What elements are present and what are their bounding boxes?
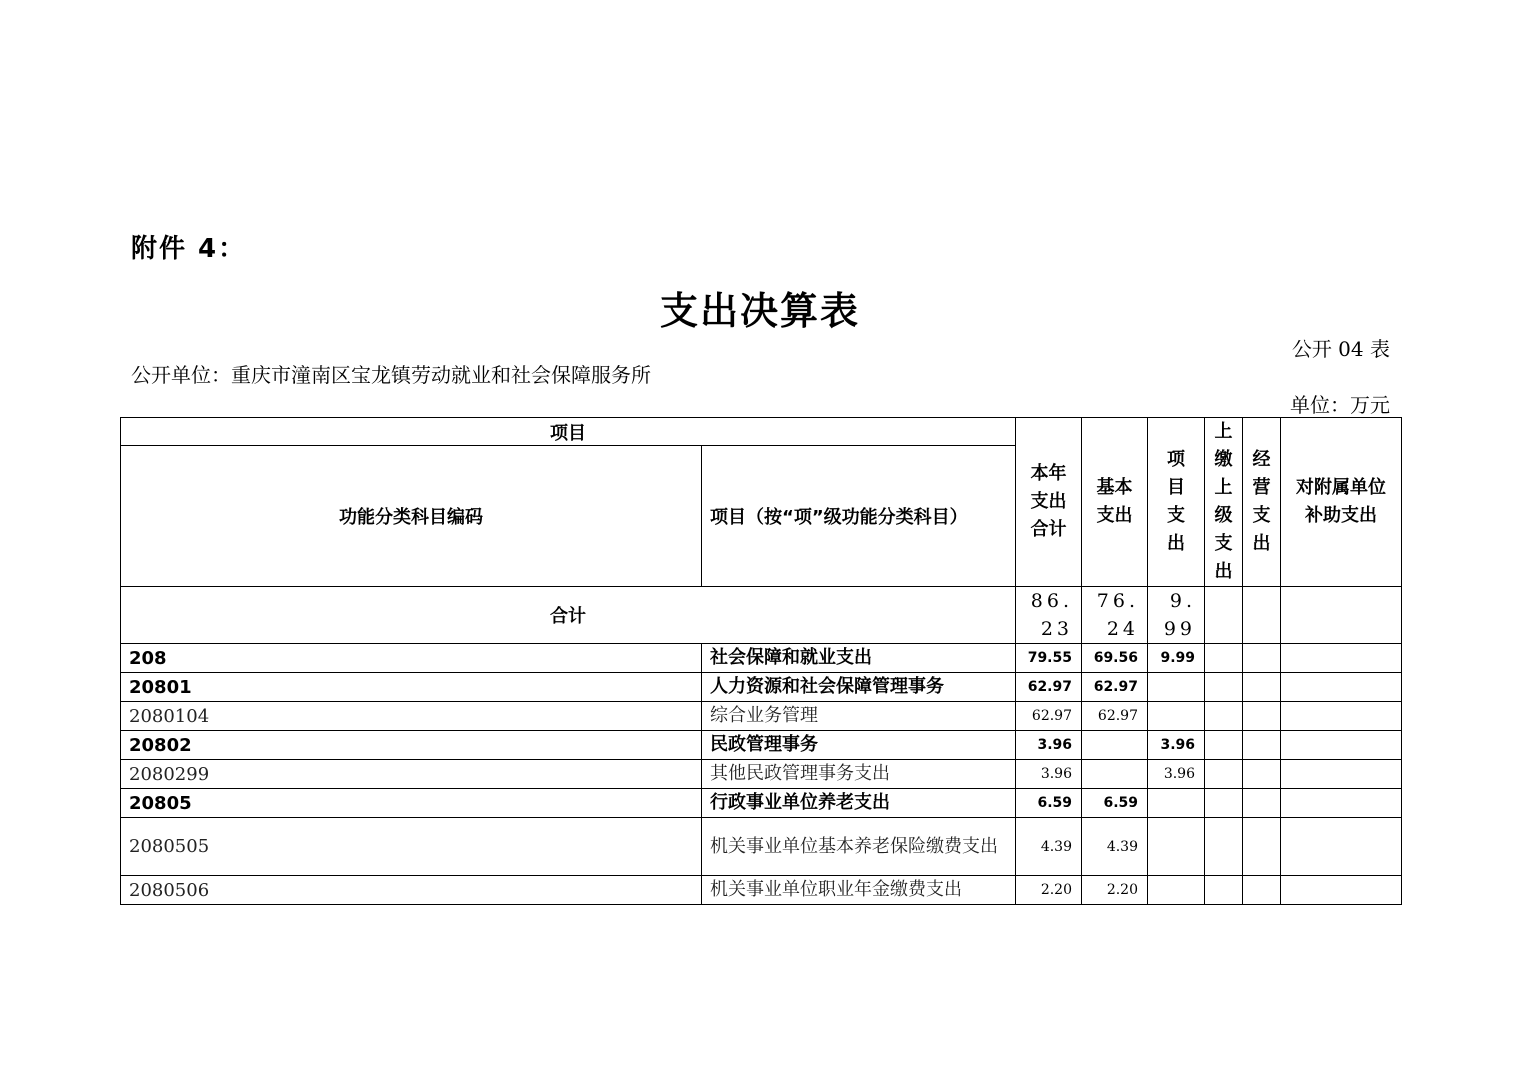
header-total [1016, 418, 1082, 587]
header-upper [1205, 418, 1243, 587]
row-subsidy [1281, 818, 1402, 876]
header-business [1243, 418, 1281, 587]
page-title: 支出决算表 [659, 289, 860, 333]
row-code: 20801 [121, 673, 702, 702]
table-row [121, 876, 1402, 905]
header-proj-text: 项目支出 [1167, 449, 1185, 554]
row-business [1243, 789, 1281, 818]
row-upper [1205, 876, 1243, 905]
row-upper [1205, 644, 1243, 673]
row-project [1148, 876, 1205, 905]
row-project: 9.99 [1148, 644, 1205, 673]
header-basic [1082, 418, 1148, 587]
row-name: 综合业务管理 [702, 702, 1016, 731]
table-row [121, 702, 1402, 731]
total-upper [1205, 587, 1243, 644]
row-basic: 69.56 [1082, 644, 1148, 673]
row-basic: 2.20 [1082, 876, 1148, 905]
currency-unit: 单位：万元 [1290, 393, 1390, 417]
row-code: 2080104 [121, 702, 702, 731]
row-basic [1082, 731, 1148, 760]
row-project: 3.96 [1148, 731, 1205, 760]
total-project: 9.99 [1148, 587, 1205, 644]
row-total: 3.96 [1016, 731, 1082, 760]
table-row [121, 644, 1402, 673]
row-code: 2080505 [121, 818, 702, 876]
row-basic: 4.39 [1082, 818, 1148, 876]
row-business [1243, 702, 1281, 731]
row-name: 其他民政管理事务支出 [702, 760, 1016, 789]
row-code: 20805 [121, 789, 702, 818]
row-name: 行政事业单位养老支出 [702, 789, 1016, 818]
header-business-text: 经营支出 [1252, 449, 1271, 554]
row-project [1148, 673, 1205, 702]
row-name: 机关事业单位职业年金缴费支出 [702, 876, 1016, 905]
header-basic-text: 基本支出 [1096, 477, 1133, 526]
row-business [1243, 673, 1281, 702]
table-row [121, 731, 1402, 760]
header-subsidy [1281, 418, 1402, 587]
row-basic: 6.59 [1082, 789, 1148, 818]
header-project-expense [1148, 418, 1205, 587]
row-business [1243, 818, 1281, 876]
header-project: 项目 [121, 418, 1016, 446]
row-code: 2080506 [121, 876, 702, 905]
expenditure-table [120, 417, 1402, 905]
header-item: 项目（按“项”级功能分类科目） [702, 446, 1016, 587]
form-number: 公开 04 表 [1291, 337, 1390, 361]
row-subsidy [1281, 644, 1402, 673]
row-upper [1205, 673, 1243, 702]
row-business [1243, 644, 1281, 673]
row-name: 人力资源和社会保障管理事务 [702, 673, 1016, 702]
row-basic: 62.97 [1082, 673, 1148, 702]
row-upper [1205, 789, 1243, 818]
total-subsidy [1281, 587, 1402, 644]
table-row [121, 789, 1402, 818]
row-name: 民政管理事务 [702, 731, 1016, 760]
row-code: 208 [121, 644, 702, 673]
total-business [1243, 587, 1281, 644]
row-total: 6.59 [1016, 789, 1082, 818]
table-row [121, 760, 1402, 789]
row-business [1243, 760, 1281, 789]
row-project [1148, 789, 1205, 818]
row-basic: 62.97 [1082, 702, 1148, 731]
row-basic [1082, 760, 1148, 789]
row-total: 79.55 [1016, 644, 1082, 673]
reporting-unit: 公开单位：重庆市潼南区宝龙镇劳动就业和社会保障服务所 [131, 363, 651, 387]
table-row [121, 818, 1402, 876]
row-business [1243, 876, 1281, 905]
row-subsidy [1281, 673, 1402, 702]
row-project: 3.96 [1148, 760, 1205, 789]
row-subsidy [1281, 760, 1402, 789]
total-label: 合计 [121, 587, 1016, 644]
row-project [1148, 702, 1205, 731]
row-subsidy [1281, 702, 1402, 731]
header-subsidy-text: 对附属单位补助支出 [1296, 477, 1386, 526]
header-upper-text: 上缴上级支出 [1214, 421, 1233, 582]
total-sum: 86.23 [1016, 587, 1082, 644]
row-name: 社会保障和就业支出 [702, 644, 1016, 673]
attachment-label: 附件 4： [131, 234, 247, 264]
row-total: 62.97 [1016, 702, 1082, 731]
total-basic: 76.24 [1082, 587, 1148, 644]
header-total-text: 本年支出合计 [1030, 463, 1067, 540]
row-total: 2.20 [1016, 876, 1082, 905]
row-subsidy [1281, 789, 1402, 818]
row-total: 3.96 [1016, 760, 1082, 789]
row-total: 4.39 [1016, 818, 1082, 876]
row-subsidy [1281, 876, 1402, 905]
row-upper [1205, 760, 1243, 789]
row-total: 62.97 [1016, 673, 1082, 702]
row-upper [1205, 731, 1243, 760]
table-row [121, 673, 1402, 702]
row-code: 20802 [121, 731, 702, 760]
header-code: 功能分类科目编码 [121, 446, 702, 587]
row-subsidy [1281, 731, 1402, 760]
row-project [1148, 818, 1205, 876]
row-name: 机关事业单位基本养老保险缴费支出 [702, 818, 1016, 876]
row-business [1243, 731, 1281, 760]
row-code: 2080299 [121, 760, 702, 789]
row-upper [1205, 818, 1243, 876]
row-upper [1205, 702, 1243, 731]
